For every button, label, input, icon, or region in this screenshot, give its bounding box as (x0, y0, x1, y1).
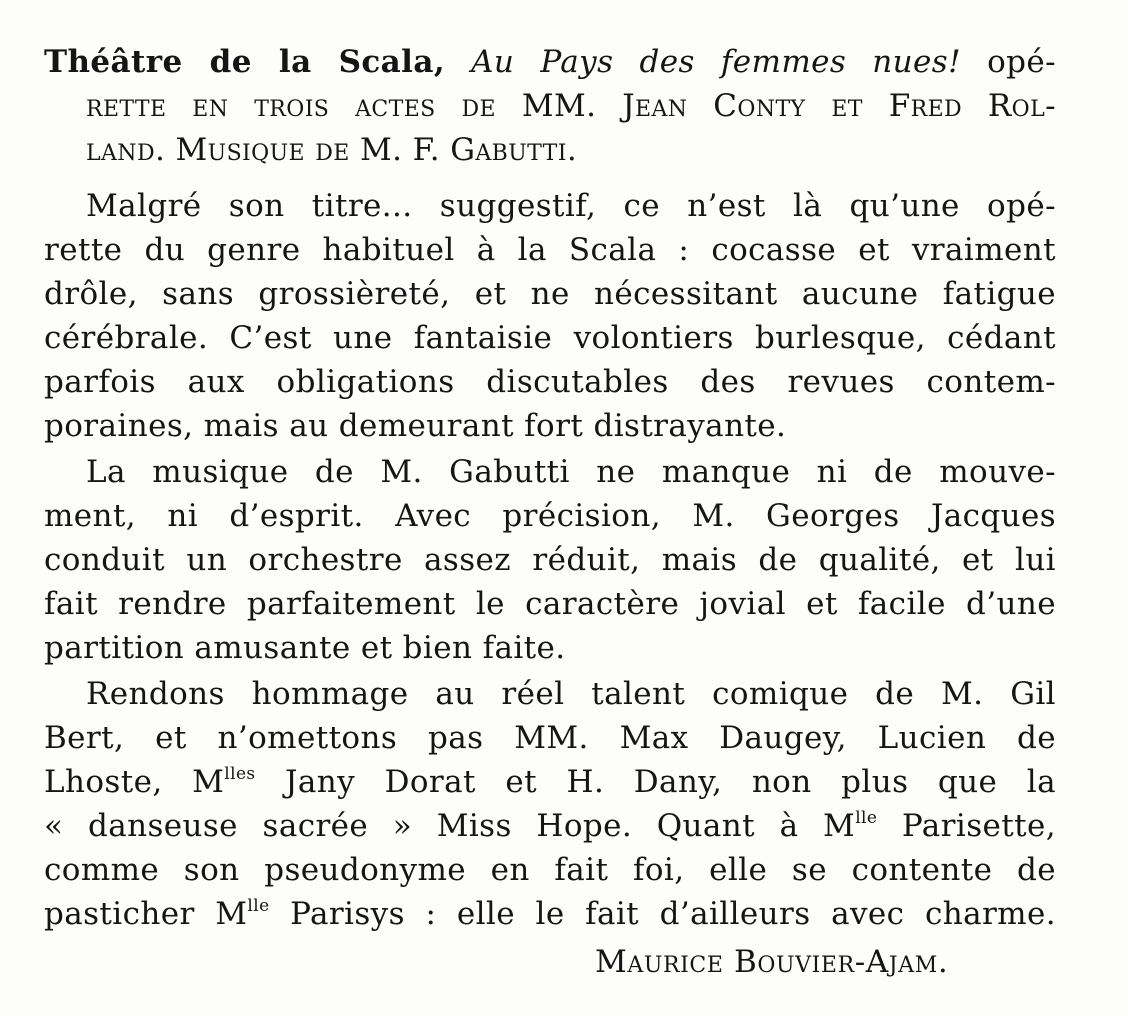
p3-line-6-a: pasticher M (44, 896, 248, 932)
p3-line-3 (44, 760, 1056, 804)
p3-line-6 (44, 892, 1056, 936)
p3-line-6-b: Parisys : elle le fait d’ailleurs avec charme. (269, 896, 1056, 932)
p2-line-4: fait rendre parfaitement le caractère jovial et facile d’une (44, 586, 1056, 622)
p3-line-1: Rendons hommage au réel talent comique de M. Gil (86, 676, 1056, 712)
header-line-1-tail: opé- (987, 44, 1056, 80)
venue-name: Théâtre de la Scala, (44, 44, 446, 80)
p3-line-3-sup: lles (224, 764, 256, 784)
p2-line-5: partition amusante et bien faite. (44, 630, 566, 666)
p3-line-5: comme son pseudonyme en fait foi, elle se contente de (44, 852, 1056, 888)
p1-line-6: poraines, mais au demeurant fort distrayante. (44, 408, 787, 444)
p2-line-2: ment, ni d’esprit. Avec précision, M. Georges Jacques (44, 498, 1056, 534)
author-signature: Maurice Bouvier-Ajam. (595, 944, 949, 980)
p1-line-4: cérébrale. C’est une fantaisie volontiers burlesque, cédant (44, 320, 1056, 356)
header-line-2: rette en trois actes de MM. Jean Conty et Fred Rol- (86, 88, 1056, 124)
p3-line-3-b: Jany Dorat et H. Dany, non plus que la (255, 764, 1056, 800)
p1-line-5: parfois aux obligations discutables des revues contem- (44, 364, 1056, 400)
show-title: Au Pays des femmes nues! (471, 44, 961, 80)
p3-line-4-sup: lle (855, 808, 878, 828)
p2-line-3: conduit un orchestre assez réduit, mais de qualité, et lui (44, 542, 1056, 578)
p1-line-3: drôle, sans grossièreté, et ne nécessitant aucune fatigue (44, 276, 1056, 312)
p3-line-4-a: « danseuse sacrée » Miss Hope. Quant à M (44, 808, 856, 844)
header-line-1 (44, 40, 1056, 84)
p3-line-4 (44, 804, 1056, 848)
p2-line-1: La musique de M. Gabutti ne manque ni de mouve- (86, 454, 1056, 490)
p3-line-6-sup: lle (247, 896, 270, 916)
p3-line-3-a: Lhoste, M (44, 764, 225, 800)
p1-line-2: rette du genre habituel à la Scala : cocasse et vraiment (44, 232, 1056, 268)
p3-line-2: Bert, et n’omettons pas MM. Max Daugey, Lucien de (44, 720, 1056, 756)
p1-line-1: Malgré son titre... suggestif, ce n’est là qu’une opé- (86, 188, 1056, 224)
header-line-3: land. Musique de M. F. Gabutti. (86, 132, 578, 168)
p3-line-4-b: Parisette, (877, 808, 1056, 844)
